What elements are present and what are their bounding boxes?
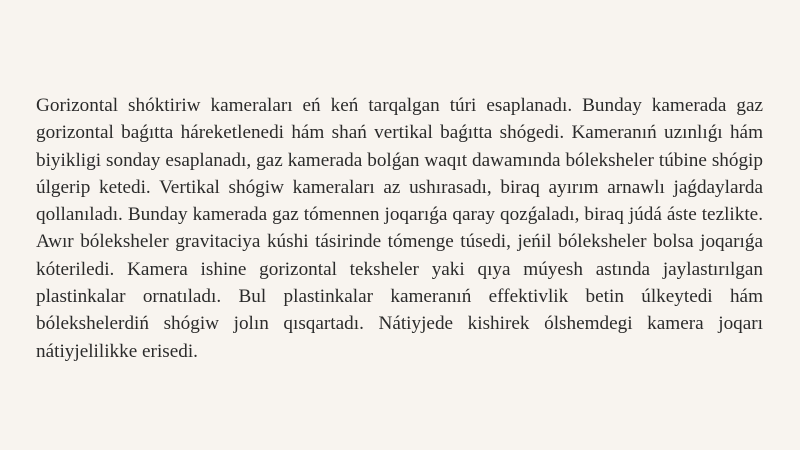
document-page bbox=[36, 92, 763, 365]
body-paragraph: Gorizontal shóktiriw kameraları eń keń tarqalgan túri esaplanadı. Bunday kamerada gaz gorizontal baǵıtta háreketlenedi hám shań vertikal baǵıtta shógedi. Kameranıń uzınlıǵı hám biyikligi sonday esaplanadı, gaz kamerada bolǵan waqıt dawamında bóleksheler túbine shógip úlgerip ketedi. Vertikal shógiw kameraları az ushırasadı, biraq ayırım arnawlı jaǵdaylarda qollanıladı. Bunday kamerada gaz tómennen joqarıǵa qaray qozǵaladı, biraq júdá áste tezlikte. Awır bóleksheler gravitaciya kúshi tásirinde tómenge túsedi, jeńil bóleksheler bolsa joqarıǵa kóteriledi. Kamera ishine gorizontal teksheler yaki qıya múyesh astında jaylastırılgan plastinkalar ornatıladı. Bul plastinkalar kameranıń effektivlik betin úlkeytedi hám bólekshelerdiń shógiw jolın qısqartadı. Nátiyjede kishirek ólshemdegi kamera joqarı nátiyjelilikke erisedi. bbox=[36, 95, 763, 362]
